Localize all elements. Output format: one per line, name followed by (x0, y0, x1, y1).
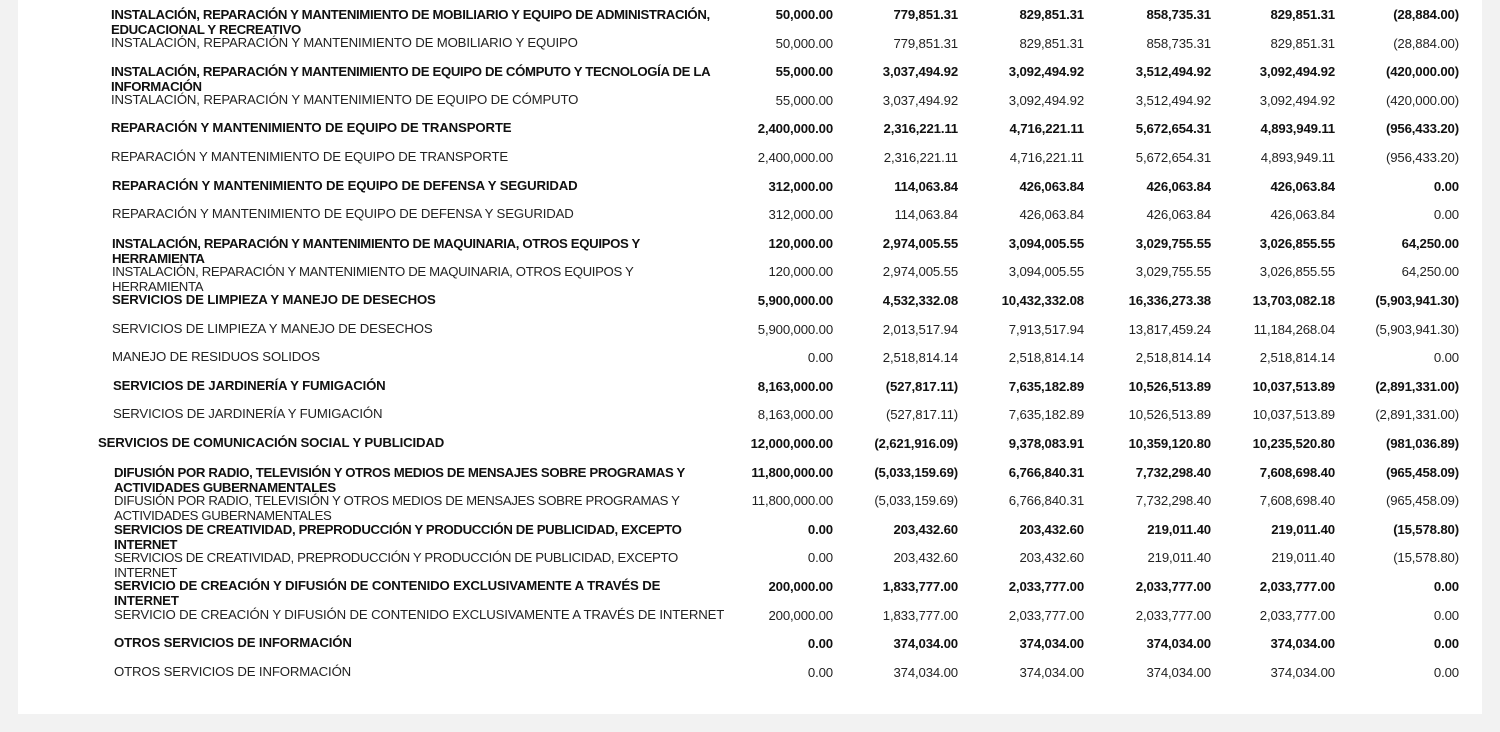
amount-approved: 55,000.00 (775, 92, 833, 108)
amount-approved: 200,000.00 (768, 607, 833, 623)
table-row-group (18, 429, 1482, 458)
table-row (18, 543, 1482, 581)
amount-difference: (956,433.20) (1386, 121, 1459, 137)
amount-approved: 0.00 (807, 550, 833, 566)
amount-modification: 374,034.00 (893, 636, 958, 652)
amount-approved: 50,000.00 (775, 35, 833, 51)
amount-difference: (2,891,331.00) (1375, 378, 1459, 394)
amount-modified: 7,635,182.89 (1008, 407, 1084, 423)
amount-modified: 4,716,221.11 (1009, 150, 1084, 165)
table-row (18, 601, 1482, 630)
amount-modified: 10,432,332.08 (1001, 293, 1084, 308)
amount-modified: 3,092,494.92 (1008, 64, 1084, 80)
amount-approved: 11,800,000.00 (751, 493, 833, 509)
amount-paid: 4,893,949.11 (1260, 121, 1335, 137)
row-description: OTROS SERVICIOS DE INFORMACIÓN (114, 635, 352, 651)
amount-difference: 0.00 (1433, 636, 1459, 652)
amount-accrued: 5,672,654.31 (1135, 150, 1211, 165)
amount-difference: 64,250.00 (1401, 235, 1459, 251)
amount-difference: (2,891,331.00) (1375, 407, 1459, 423)
amount-difference: (5,903,941.30) (1375, 321, 1459, 337)
amount-accrued: 3,029,755.55 (1135, 235, 1211, 251)
report-page (18, 0, 1482, 714)
row-description: INSTALACIÓN, REPARACIÓN Y MANTENIMIENTO DE EQUIPO DE CÓMPUTO Y TECNOLOGÍA DE LA INFORMACIÓN (111, 64, 710, 95)
amount-difference: 0.00 (1433, 607, 1459, 623)
row-description: SERVICIO DE CREACIÓN Y DIFUSIÓN DE CONTENIDO EXCLUSIVAMENTE A TRAVÉS DE INTERNET (114, 606, 725, 622)
amount-paid: 829,851.31 (1270, 7, 1335, 22)
table-row (18, 400, 1482, 429)
amount-modified: 829,851.31 (1019, 35, 1084, 51)
table-row (18, 29, 1482, 58)
amount-approved: 5,900,000.00 (757, 293, 833, 308)
amount-modified: 374,034.00 (1019, 636, 1084, 652)
amount-difference: 0.00 (1433, 579, 1459, 594)
amount-difference: (420,000.00) (1386, 64, 1459, 80)
amount-difference: 0.00 (1433, 178, 1459, 194)
row-description: DIFUSIÓN POR RADIO, TELEVISIÓN Y OTROS MEDIOS DE MENSAJES SOBRE PROGRAMAS Y ACTIVIDADES GUBERNAMENTALES (114, 493, 680, 524)
amount-modification: 779,851.31 (893, 7, 958, 22)
amount-paid: 10,037,513.89 (1252, 378, 1335, 394)
amount-accrued: 2,518,814.14 (1135, 350, 1211, 366)
amount-modified: 203,432.60 (1019, 550, 1084, 566)
amount-modified: 7,913,517.94 (1008, 321, 1084, 337)
amount-paid: 2,518,814.14 (1259, 350, 1335, 366)
amount-accrued: 3,029,755.55 (1135, 264, 1211, 280)
amount-difference: (965,458.09) (1386, 493, 1459, 509)
amount-difference: (28,884.00) (1393, 35, 1459, 51)
amount-accrued: 7,732,298.40 (1135, 493, 1211, 509)
amount-accrued: 10,359,120.80 (1128, 436, 1211, 451)
row-description: MANEJO DE RESIDUOS SOLIDOS (112, 349, 320, 365)
amount-difference: (15,578.80) (1393, 521, 1459, 537)
amount-paid: 3,026,855.55 (1259, 264, 1335, 280)
amount-paid: 10,037,513.89 (1252, 407, 1335, 423)
amount-accrued: 3,512,494.92 (1135, 64, 1211, 80)
amount-modification: 203,432.60 (893, 550, 958, 566)
amount-modification: 2,974,005.55 (882, 235, 958, 251)
amount-paid: 829,851.31 (1270, 35, 1335, 51)
table-row (18, 343, 1482, 372)
row-description: SERVICIOS DE CREATIVIDAD, PREPRODUCCIÓN Y PRODUCCIÓN DE PUBLICIDAD, EXCEPTO INTERNET (114, 521, 682, 552)
table-row (18, 86, 1482, 115)
amount-difference: (981,036.89) (1386, 436, 1459, 451)
row-description: SERVICIOS DE LIMPIEZA Y MANEJO DE DESECHOS (112, 320, 433, 336)
amount-approved: 50,000.00 (775, 7, 833, 22)
amount-accrued: 858,735.31 (1146, 7, 1211, 22)
table-row (18, 486, 1482, 524)
amount-accrued: 858,735.31 (1146, 35, 1211, 51)
amount-modification: 3,037,494.92 (882, 92, 958, 108)
amount-modification: (527,817.11) (885, 407, 958, 423)
amount-paid: 374,034.00 (1270, 636, 1335, 652)
amount-modification: 1,833,777.00 (882, 579, 958, 594)
amount-approved: 200,000.00 (768, 579, 833, 594)
amount-paid: 13,703,082.18 (1252, 293, 1335, 308)
amount-modification: 2,013,517.94 (882, 321, 958, 337)
amount-accrued: 5,672,654.31 (1135, 121, 1211, 137)
amount-modified: 2,033,777.00 (1008, 607, 1084, 623)
amount-modification: 114,063.84 (894, 178, 958, 194)
amount-modified: 374,034.00 (1019, 664, 1084, 680)
table-row-group (18, 172, 1482, 201)
amount-modified: 203,432.60 (1019, 521, 1084, 537)
row-description: INSTALACIÓN, REPARACIÓN Y MANTENIMIENTO DE MOBILIARIO Y EQUIPO (111, 34, 578, 50)
amount-accrued: 10,526,513.89 (1128, 378, 1211, 394)
amount-approved: 0.00 (807, 350, 833, 366)
amount-difference: (420,000.00) (1386, 92, 1459, 108)
amount-paid: 219,011.40 (1271, 550, 1335, 566)
amount-modification: (2,621,916.09) (874, 436, 958, 451)
amount-accrued: 7,732,298.40 (1135, 464, 1211, 480)
amount-modified: 2,518,814.14 (1008, 350, 1084, 366)
amount-approved: 5,900,000.00 (757, 321, 833, 337)
amount-difference: 0.00 (1433, 350, 1459, 366)
amount-modification: 1,833,777.00 (882, 607, 958, 623)
row-description: INSTALACIÓN, REPARACIÓN Y MANTENIMIENTO DE MAQUINARIA, OTROS EQUIPOS Y HERRAMIENTA (112, 235, 640, 266)
amount-accrued: 13,817,459.24 (1128, 321, 1211, 337)
amount-accrued: 374,034.00 (1146, 636, 1211, 652)
row-description: INSTALACIÓN, REPARACIÓN Y MANTENIMIENTO DE MOBILIARIO Y EQUIPO DE ADMINISTRACIÓN, EDUCACIONAL Y RECREATIVO (111, 7, 710, 37)
amount-modification: 374,034.00 (893, 664, 958, 680)
amount-paid: 2,033,777.00 (1259, 607, 1335, 623)
row-description: SERVICIOS DE LIMPIEZA Y MANEJO DE DESECHOS (112, 292, 436, 307)
amount-modification: (527,817.11) (885, 378, 958, 394)
amount-paid: 426,063.84 (1270, 207, 1335, 223)
amount-approved: 0.00 (807, 521, 833, 537)
row-description: INSTALACIÓN, REPARACIÓN Y MANTENIMIENTO DE EQUIPO DE CÓMPUTO (111, 91, 579, 107)
amount-paid: 7,608,698.40 (1259, 493, 1335, 509)
table-row-group (18, 458, 1482, 495)
amount-paid: 374,034.00 (1270, 664, 1335, 680)
amount-accrued: 426,063.84 (1146, 178, 1211, 194)
amount-difference: (965,458.09) (1386, 464, 1459, 480)
amount-modification: 203,432.60 (893, 521, 958, 537)
row-description: OTROS SERVICIOS DE INFORMACIÓN (114, 663, 352, 679)
table-row (18, 143, 1482, 172)
amount-difference: (15,578.80) (1393, 550, 1459, 566)
amount-accrued: 10,526,513.89 (1128, 407, 1211, 423)
table-row (18, 658, 1482, 687)
amount-paid: 10,235,520.80 (1252, 436, 1335, 451)
row-description: REPARACIÓN Y MANTENIMIENTO DE EQUIPO DE DEFENSA Y SEGURIDAD (112, 177, 578, 193)
amount-difference: (28,884.00) (1393, 7, 1459, 22)
table-row-group (18, 229, 1482, 266)
amount-approved: 0.00 (807, 664, 833, 680)
amount-difference: (5,903,941.30) (1375, 293, 1459, 308)
amount-approved: 11,800,000.00 (751, 464, 833, 480)
amount-paid: 3,092,494.92 (1259, 92, 1335, 108)
amount-modified: 3,092,494.92 (1008, 92, 1084, 108)
amount-accrued: 374,034.00 (1146, 664, 1211, 680)
amount-modified: 3,094,005.55 (1008, 264, 1084, 280)
amount-difference: 0.00 (1433, 664, 1459, 680)
row-description: SERVICIOS DE JARDINERÍA Y FUMIGACIÓN (113, 377, 386, 393)
amount-difference: 0.00 (1433, 207, 1459, 223)
table-row (18, 315, 1482, 344)
amount-approved: 2,400,000.00 (757, 150, 833, 165)
amount-modification: 4,532,332.08 (882, 293, 958, 308)
amount-paid: 4,893,949.11 (1260, 150, 1335, 165)
table-row (18, 200, 1482, 229)
amount-approved: 312,000.00 (768, 207, 833, 223)
row-description: REPARACIÓN Y MANTENIMIENTO DE EQUIPO DE TRANSPORTE (111, 149, 508, 164)
amount-paid: 11,184,268.04 (1253, 321, 1335, 337)
amount-approved: 312,000.00 (768, 178, 833, 194)
amount-modification: 2,974,005.55 (882, 264, 958, 280)
row-description: SERVICIOS DE COMUNICACIÓN SOCIAL Y PUBLICIDAD (98, 435, 445, 450)
table-row-group (18, 0, 1482, 37)
row-description: SERVICIO DE CREACIÓN Y DIFUSIÓN DE CONTENIDO EXCLUSIVAMENTE A TRAVÉS DE INTERNET (114, 578, 661, 608)
amount-modified: 426,063.84 (1019, 207, 1084, 223)
amount-accrued: 2,033,777.00 (1135, 607, 1211, 623)
amount-modification: 779,851.31 (893, 35, 958, 51)
amount-difference: 64,250.00 (1401, 264, 1459, 280)
row-description: REPARACIÓN Y MANTENIMIENTO DE EQUIPO DE DEFENSA Y SEGURIDAD (112, 206, 574, 222)
amount-modified: 2,033,777.00 (1008, 579, 1084, 594)
table-row (18, 257, 1482, 295)
amount-paid: 2,033,777.00 (1259, 579, 1335, 594)
amount-approved: 12,000,000.00 (750, 436, 833, 451)
amount-modification: (5,033,159.69) (874, 464, 958, 480)
amount-modified: 6,766,840.31 (1008, 493, 1084, 509)
amount-modification: 2,518,814.14 (882, 350, 958, 366)
amount-accrued: 2,033,777.00 (1135, 579, 1211, 594)
amount-modified: 829,851.31 (1019, 7, 1084, 22)
table-row-group (18, 286, 1482, 315)
table-row-group (18, 372, 1482, 401)
row-description: REPARACIÓN Y MANTENIMIENTO DE EQUIPO DE TRANSPORTE (111, 120, 512, 136)
amount-modification: 114,063.84 (894, 207, 958, 223)
amount-accrued: 426,063.84 (1146, 207, 1211, 223)
amount-modified: 3,094,005.55 (1008, 235, 1084, 251)
amount-modified: 6,766,840.31 (1008, 464, 1084, 480)
row-description: SERVICIOS DE CREATIVIDAD, PREPRODUCCIÓN Y PRODUCCIÓN DE PUBLICIDAD, EXCEPTO INTERNET (114, 550, 678, 581)
table-row-group (18, 629, 1482, 658)
amount-approved: 8,163,000.00 (757, 378, 833, 394)
amount-accrued: 16,336,273.38 (1128, 293, 1211, 308)
amount-modification: (5,033,159.69) (874, 493, 958, 509)
amount-modified: 4,716,221.11 (1009, 121, 1084, 137)
amount-modification: 3,037,494.92 (882, 64, 958, 80)
amount-accrued: 3,512,494.92 (1135, 92, 1211, 108)
amount-approved: 8,163,000.00 (757, 407, 833, 423)
amount-approved: 0.00 (807, 636, 833, 652)
amount-modified: 426,063.84 (1019, 178, 1084, 194)
table-row-group (18, 114, 1482, 143)
amount-paid: 426,063.84 (1270, 178, 1335, 194)
amount-difference: (956,433.20) (1386, 150, 1459, 165)
table-row-group (18, 572, 1482, 608)
amount-approved: 2,400,000.00 (757, 121, 833, 137)
amount-paid: 3,092,494.92 (1259, 64, 1335, 80)
amount-paid: 3,026,855.55 (1259, 235, 1335, 251)
table-row-group (18, 57, 1482, 95)
amount-approved: 55,000.00 (775, 64, 833, 80)
row-description: SERVICIOS DE JARDINERÍA Y FUMIGACIÓN (113, 406, 383, 422)
amount-approved: 120,000.00 (768, 264, 833, 280)
table-row-group (18, 515, 1482, 552)
row-description: INSTALACIÓN, REPARACIÓN Y MANTENIMIENTO DE MAQUINARIA, OTROS EQUIPOS Y HERRAMIENTA (112, 264, 634, 295)
amount-paid: 7,608,698.40 (1259, 464, 1335, 480)
amount-modified: 9,378,083.91 (1008, 436, 1084, 451)
amount-modified: 7,635,182.89 (1008, 378, 1084, 394)
amount-accrued: 219,011.40 (1147, 550, 1211, 566)
amount-accrued: 219,011.40 (1147, 521, 1211, 537)
amount-paid: 219,011.40 (1271, 521, 1335, 537)
amount-approved: 120,000.00 (768, 235, 833, 251)
amount-modification: 2,316,221.11 (883, 121, 958, 137)
amount-modification: 2,316,221.11 (883, 150, 958, 165)
row-description: DIFUSIÓN POR RADIO, TELEVISIÓN Y OTROS MEDIOS DE MENSAJES SOBRE PROGRAMAS Y ACTIVIDADES GUBERNAMENTALES (114, 464, 685, 495)
